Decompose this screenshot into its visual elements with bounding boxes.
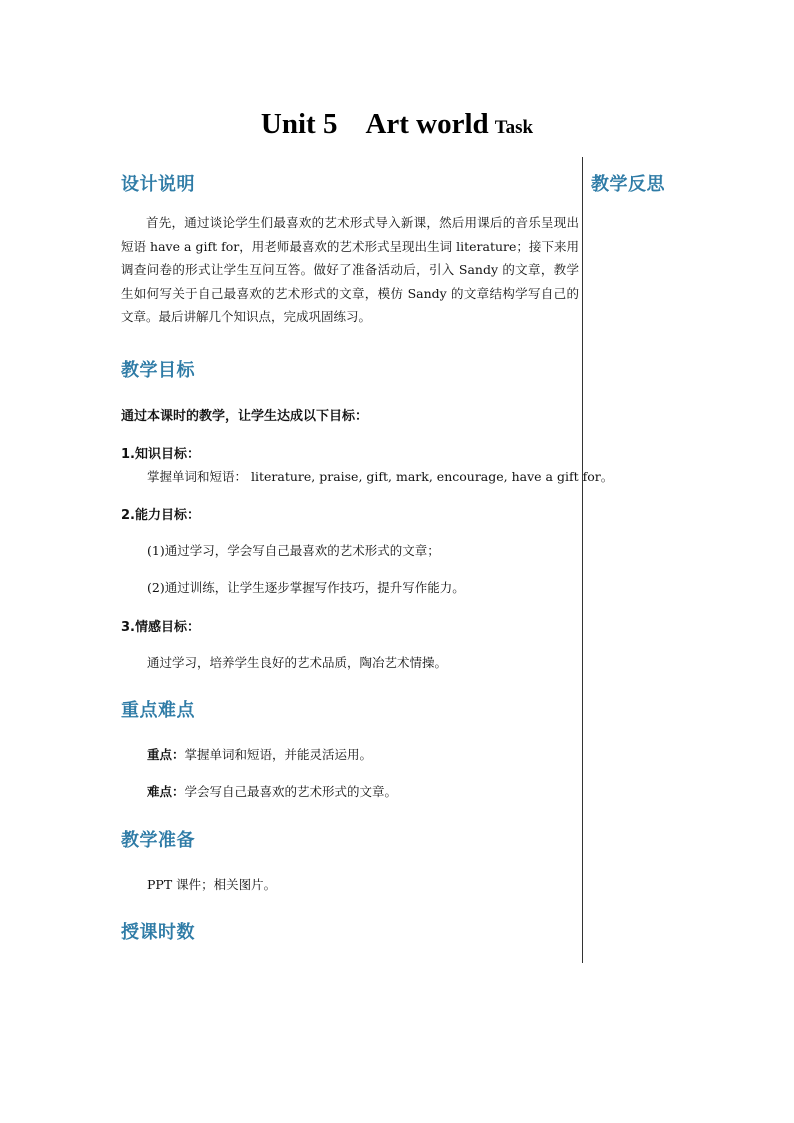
keypoints-heading: 重点难点 bbox=[121, 700, 195, 721]
difficult-point-text: 学会写自己最喜欢的艺术形式的文章。 bbox=[184, 784, 398, 799]
unit-subtitle: Task bbox=[494, 117, 534, 138]
goals-intro: 通过本课时的教学，让学生达成以下目标： bbox=[121, 409, 369, 424]
key-point-text: 掌握单词和短语，并能灵活运用。 bbox=[184, 747, 373, 762]
design-heading: 设计说明 bbox=[121, 174, 195, 195]
goals-heading: 教学目标 bbox=[121, 360, 195, 381]
ability-goal-1: (1)通过学习，学会写自己最喜欢的艺术形式的文章； bbox=[147, 543, 440, 558]
emotion-goal-text: 通过学习，培养学生良好的艺术品质，陶冶艺术情操。 bbox=[147, 655, 448, 670]
key-point-line bbox=[147, 745, 372, 763]
unit-label: Unit 5 bbox=[260, 108, 338, 140]
knowledge-goal-label: 1.知识目标： bbox=[121, 447, 200, 462]
ability-goal-2: (2)通过训练，让学生逐步掌握写作技巧，提升写作能力。 bbox=[147, 580, 465, 595]
column-divider bbox=[582, 157, 583, 963]
unit-name: Art world bbox=[365, 108, 489, 140]
key-point-label: 重点： bbox=[147, 747, 185, 762]
ability-goal-label: 2.能力目标： bbox=[121, 508, 200, 523]
difficult-point-line bbox=[147, 782, 397, 800]
difficult-point-label: 难点： bbox=[147, 784, 185, 799]
emotion-goal-label: 3.情感目标： bbox=[121, 620, 200, 635]
document-title bbox=[0, 108, 794, 141]
knowledge-goal-text: 掌握单词和短语： literature, praise, gift, mark, encourage, have a gift for。 bbox=[147, 469, 614, 484]
hours-heading: 授课时数 bbox=[121, 922, 195, 943]
prep-text: PPT 课件；相关图片。 bbox=[147, 877, 277, 892]
reflection-heading: 教学反思 bbox=[591, 174, 665, 195]
design-paragraph: 首先，通过谈论学生们最喜欢的艺术形式导入新课，然后用课后的音乐呈现出短语 have a gift for，用老师最喜欢的艺术形式呈现出生词 literature；接下来用调查问卷的形式让学生互问互答。做好了准备活动后，引入 Sandy 的文章，教学生如何写关于自己最喜欢的艺术形式的文章，模仿 Sandy 的文章结构学写自己的文章。最后讲解几个知识点，完成巩固练习。 bbox=[121, 215, 579, 325]
prep-heading: 教学准备 bbox=[121, 830, 195, 851]
